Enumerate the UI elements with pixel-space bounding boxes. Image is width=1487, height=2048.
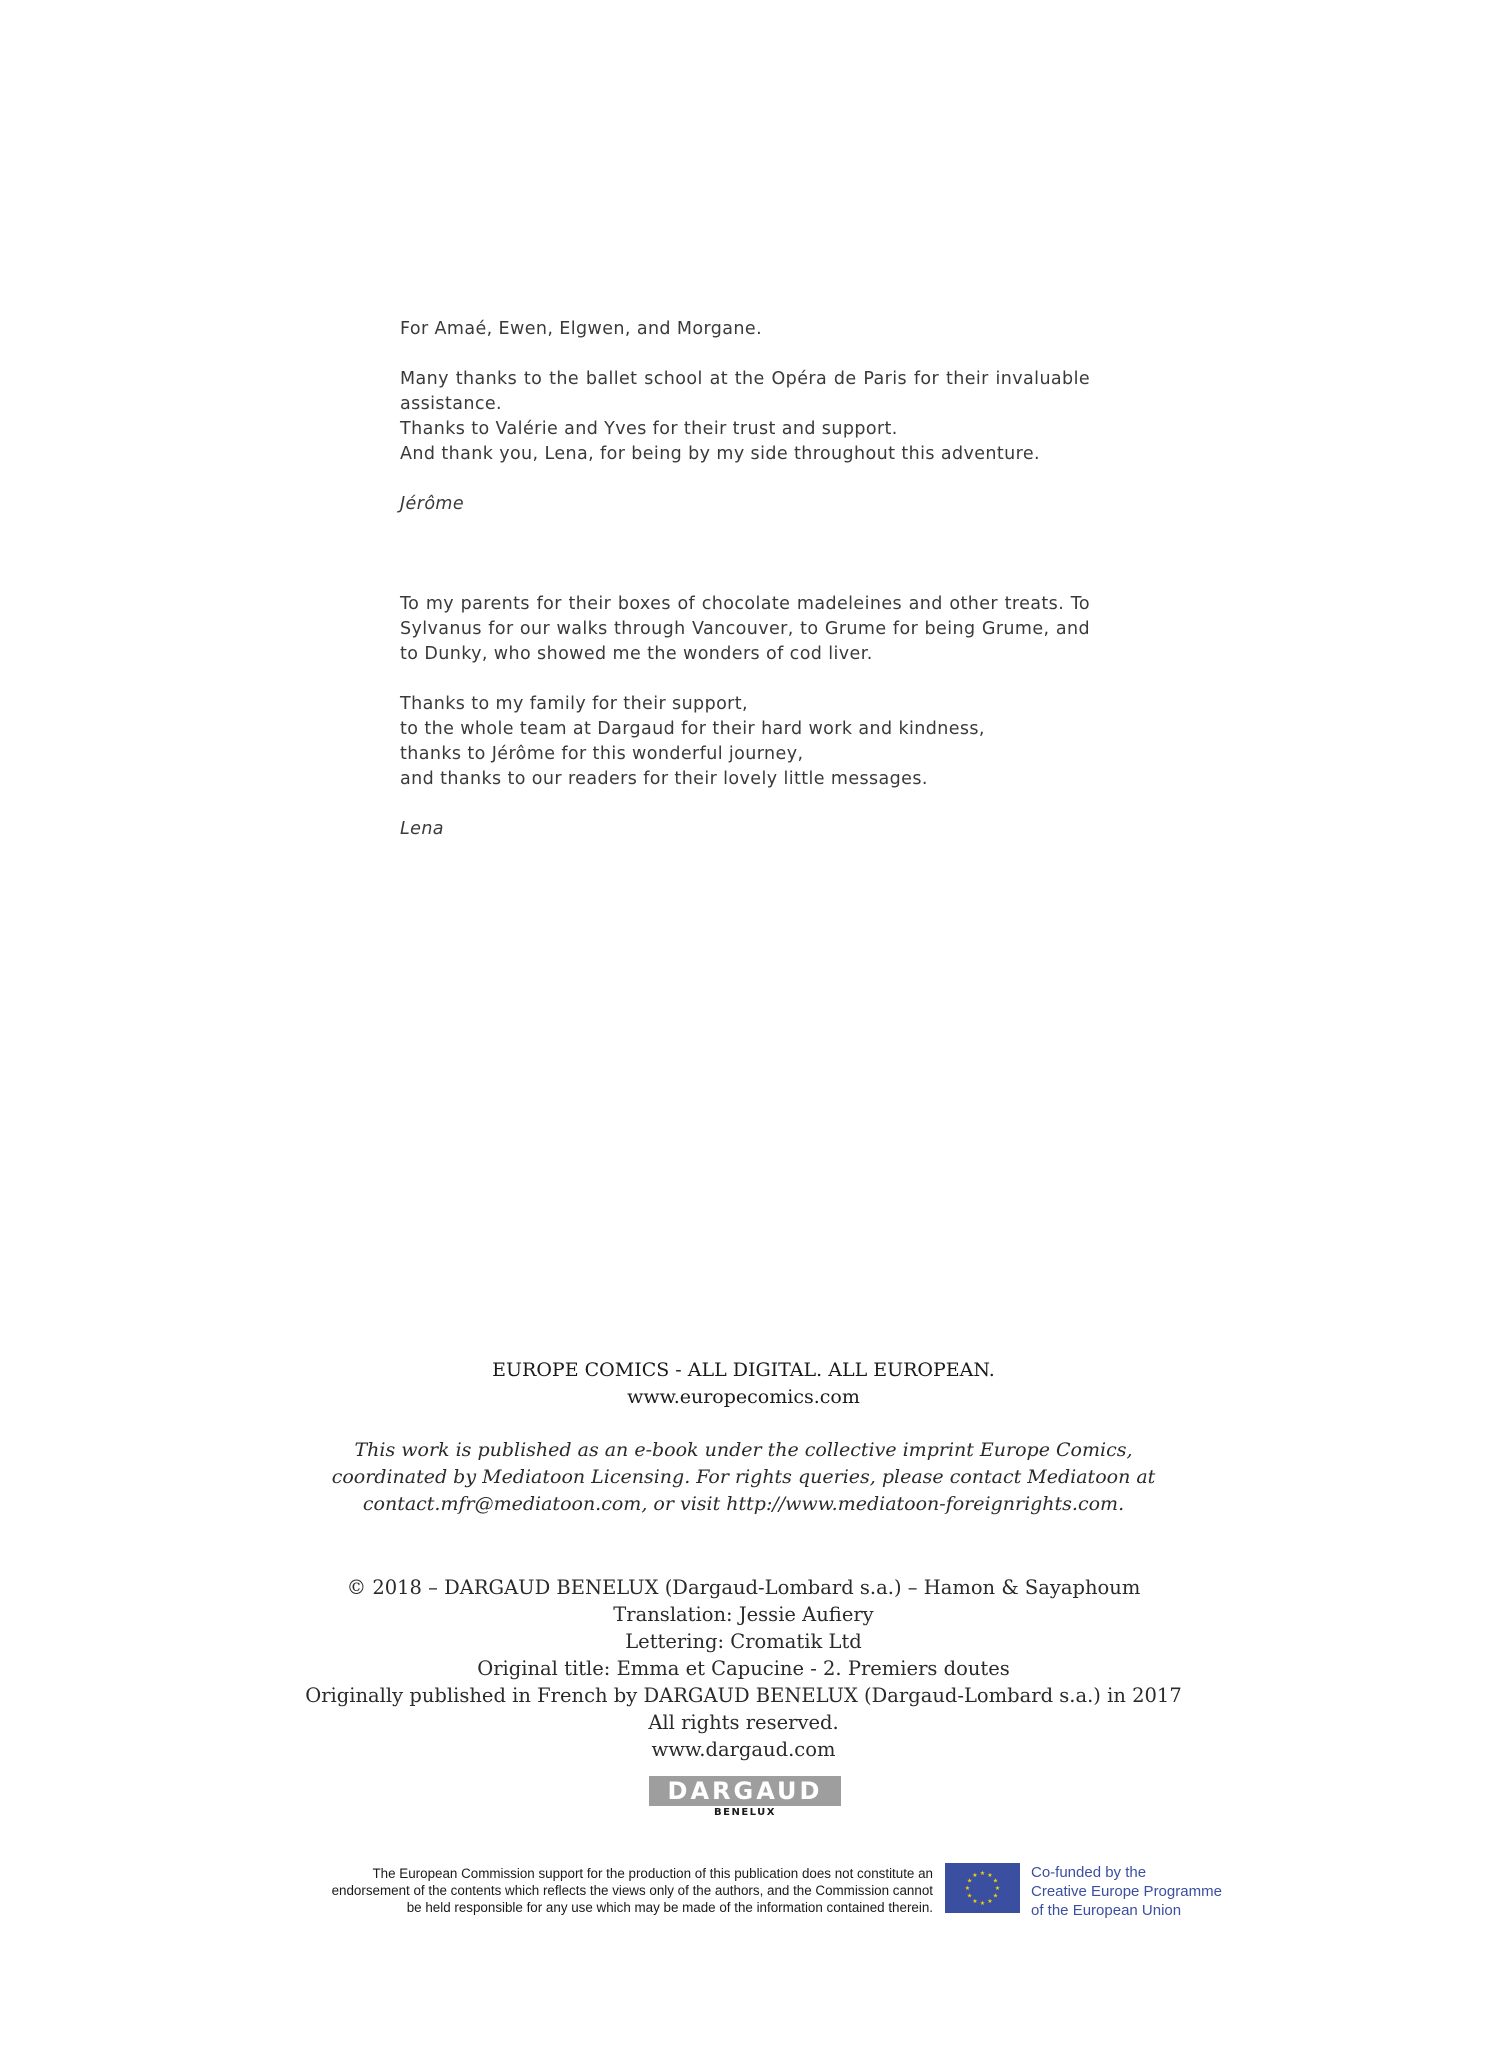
original-title: Original title: Emma et Capucine - 2. Premiers doutes xyxy=(477,1657,1010,1680)
dedication-jerome xyxy=(400,317,1090,842)
thanks-line: And thank you, Lena, for being by my side throughout this adventure. xyxy=(400,444,1040,464)
lettering-credit: Lettering: Cromatik Ltd xyxy=(625,1630,862,1653)
eu-star-icon: ★ xyxy=(992,1893,999,1900)
thanks-paragraph: Many thanks to the ballet school at the Opéra de Paris for their invaluable assistance. xyxy=(400,369,1090,414)
dedication-line: For Amaé, Ewen, Elgwen, and Morgane. xyxy=(400,319,763,339)
cofunded-line: of the European Union xyxy=(1031,1902,1182,1919)
imprint-header xyxy=(0,1357,1487,1411)
eu-flag-icon xyxy=(945,1863,1020,1913)
notice-line: coordinated by Mediatoon Licensing. For rights queries, please contact Mediatoon at xyxy=(331,1466,1156,1488)
credits-block xyxy=(0,1574,1487,1763)
dargaud-logo xyxy=(649,1776,841,1818)
eu-star-icon: ★ xyxy=(964,1886,971,1892)
eu-star-icon: ★ xyxy=(966,1878,973,1885)
thanks-line: Thanks to Valérie and Yves for their trust and support. xyxy=(400,419,898,439)
rights-line: All rights reserved. xyxy=(648,1711,839,1734)
dedication-lena xyxy=(400,592,1090,842)
eu-star-icon: ★ xyxy=(987,1898,993,1905)
notice-line: This work is published as an e-book under the collective imprint Europe Comics, xyxy=(354,1439,1133,1461)
europecomics-link[interactable]: www.europecomics.com xyxy=(627,1386,860,1408)
thanks-line: Thanks to my family for their support, xyxy=(400,694,748,714)
eu-star-icon: ★ xyxy=(979,1901,986,1907)
disclaimer-line: The European Commission support for the production of this publication does not constitute an xyxy=(372,1866,933,1881)
signature-jerome: Jérôme xyxy=(400,494,465,514)
signature-lena: Lena xyxy=(400,819,444,839)
eu-disclaimer xyxy=(200,1865,933,1916)
cofunded-line: Creative Europe Programme xyxy=(1031,1883,1222,1900)
imprint-headline: EUROPE COMICS - ALL DIGITAL. ALL EUROPEAN. xyxy=(492,1359,995,1381)
publication-notice xyxy=(0,1437,1487,1518)
dargaud-link[interactable]: www.dargaud.com xyxy=(651,1738,836,1761)
eu-star-icon: ★ xyxy=(972,1898,978,1905)
dargaud-logo-wordmark: DARGAUD xyxy=(649,1776,841,1806)
eu-flag-stars xyxy=(945,1863,1020,1913)
translation-credit: Translation: Jessie Aufiery xyxy=(613,1603,874,1626)
disclaimer-line: endorsement of the contents which reflects the views only of the authors, and the Commission cannot xyxy=(331,1883,933,1898)
cofunded-label xyxy=(1031,1863,1222,1920)
eu-star-icon: ★ xyxy=(972,1873,978,1880)
dargaud-logo-sub: BENELUX xyxy=(714,1807,776,1818)
copyright-line: © 2018 – DARGAUD BENELUX (Dargaud-Lombard s.a.) – Hamon & Sayaphoum xyxy=(346,1576,1141,1599)
disclaimer-line: be held responsible for any use which may be made of the information contained therein. xyxy=(406,1900,933,1915)
eu-star-icon: ★ xyxy=(987,1873,993,1880)
original-publication: Originally published in French by DARGAUD BENELUX (Dargaud-Lombard s.a.) in 2017 xyxy=(305,1684,1182,1707)
eu-star-icon: ★ xyxy=(979,1871,986,1877)
eu-star-icon: ★ xyxy=(992,1878,999,1885)
eu-star-icon: ★ xyxy=(966,1893,973,1900)
notice-line: contact.mfr@mediatoon.com, or visit http://www.mediatoon-foreignrights.com. xyxy=(362,1493,1125,1515)
thanks-line: and thanks to our readers for their lovely little messages. xyxy=(400,769,928,789)
thanks-line: thanks to Jérôme for this wonderful journey, xyxy=(400,744,804,764)
cofunded-line: Co-funded by the xyxy=(1031,1864,1147,1881)
parents-paragraph: To my parents for their boxes of chocolate madeleines and other treats. To Sylvanus for our walks through Vancouver, to Grume for being Grume, and to Dunky, who showed me the wonders of cod liver. xyxy=(400,594,1090,664)
eu-star-icon: ★ xyxy=(994,1886,1001,1892)
thanks-line: to the whole team at Dargaud for their hard work and kindness, xyxy=(400,719,985,739)
